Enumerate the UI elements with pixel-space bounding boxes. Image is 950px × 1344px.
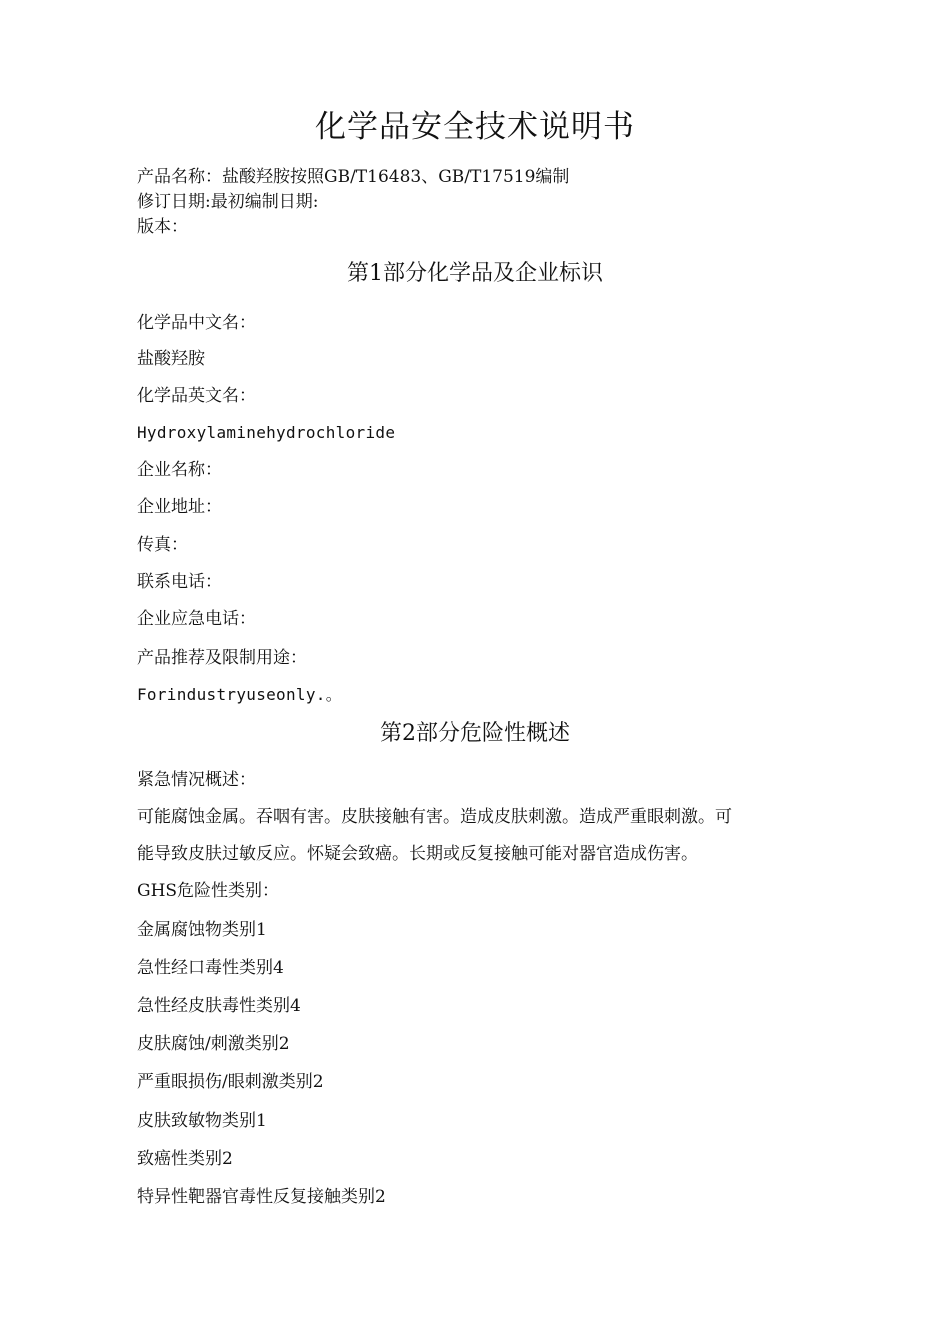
section1-line: 产品推荐及限制用途： (137, 648, 307, 668)
revision-date-line: 修订日期:最初编制日期: (137, 192, 319, 212)
section2-heading: 第2部分危险性概述 (380, 721, 570, 746)
section2-line: 金属腐蚀物类别1 (137, 920, 267, 940)
section2-line: 紧急情况概述： (137, 770, 256, 790)
version-line: 版本： (137, 217, 188, 237)
section2-line: 皮肤腐蚀/刺激类别2 (137, 1034, 290, 1054)
section1-heading: 第1部分化学品及企业标识 (347, 261, 603, 286)
section1-line: 化学品英文名： (137, 386, 256, 406)
section2-line: 特异性靶器官毒性反复接触类别2 (137, 1187, 386, 1207)
section1-line: Forindustryuseonly.。 (137, 685, 343, 704)
section1-line: 化学品中文名： (137, 313, 256, 333)
section2-line: 可能腐蚀金属。吞咽有害。皮肤接触有害。造成皮肤刺激。造成严重眼刺激。可 (137, 807, 732, 827)
section1-line: Hydroxylaminehydrochloride (137, 423, 396, 442)
section2-line: 急性经口毒性类别4 (137, 958, 284, 978)
section2-line: 致癌性类别2 (137, 1149, 233, 1169)
section2-line: 能导致皮肤过敏反应。怀疑会致癌。长期或反复接触可能对器官造成伤害。 (137, 844, 698, 864)
section2-line: 皮肤致敏物类别1 (137, 1111, 267, 1131)
section1-line: 盐酸羟胺 (137, 349, 205, 369)
product-name-line: 产品名称：盐酸羟胺按照GB/T16483、GB/T17519编制 (137, 167, 570, 187)
section2-line: 严重眼损伤/眼刺激类别2 (137, 1072, 324, 1092)
section1-line: 企业名称： (137, 460, 222, 480)
section1-line: 传真： (137, 535, 188, 555)
section2-line: 急性经皮肤毒性类别4 (137, 996, 301, 1016)
section1-line: 企业地址： (137, 497, 222, 517)
section1-line: 联系电话： (137, 572, 222, 592)
section1-line: 企业应急电话： (137, 609, 256, 629)
document-title: 化学品安全技术说明书 (315, 109, 635, 145)
section2-line: GHS危险性类别： (137, 881, 280, 901)
